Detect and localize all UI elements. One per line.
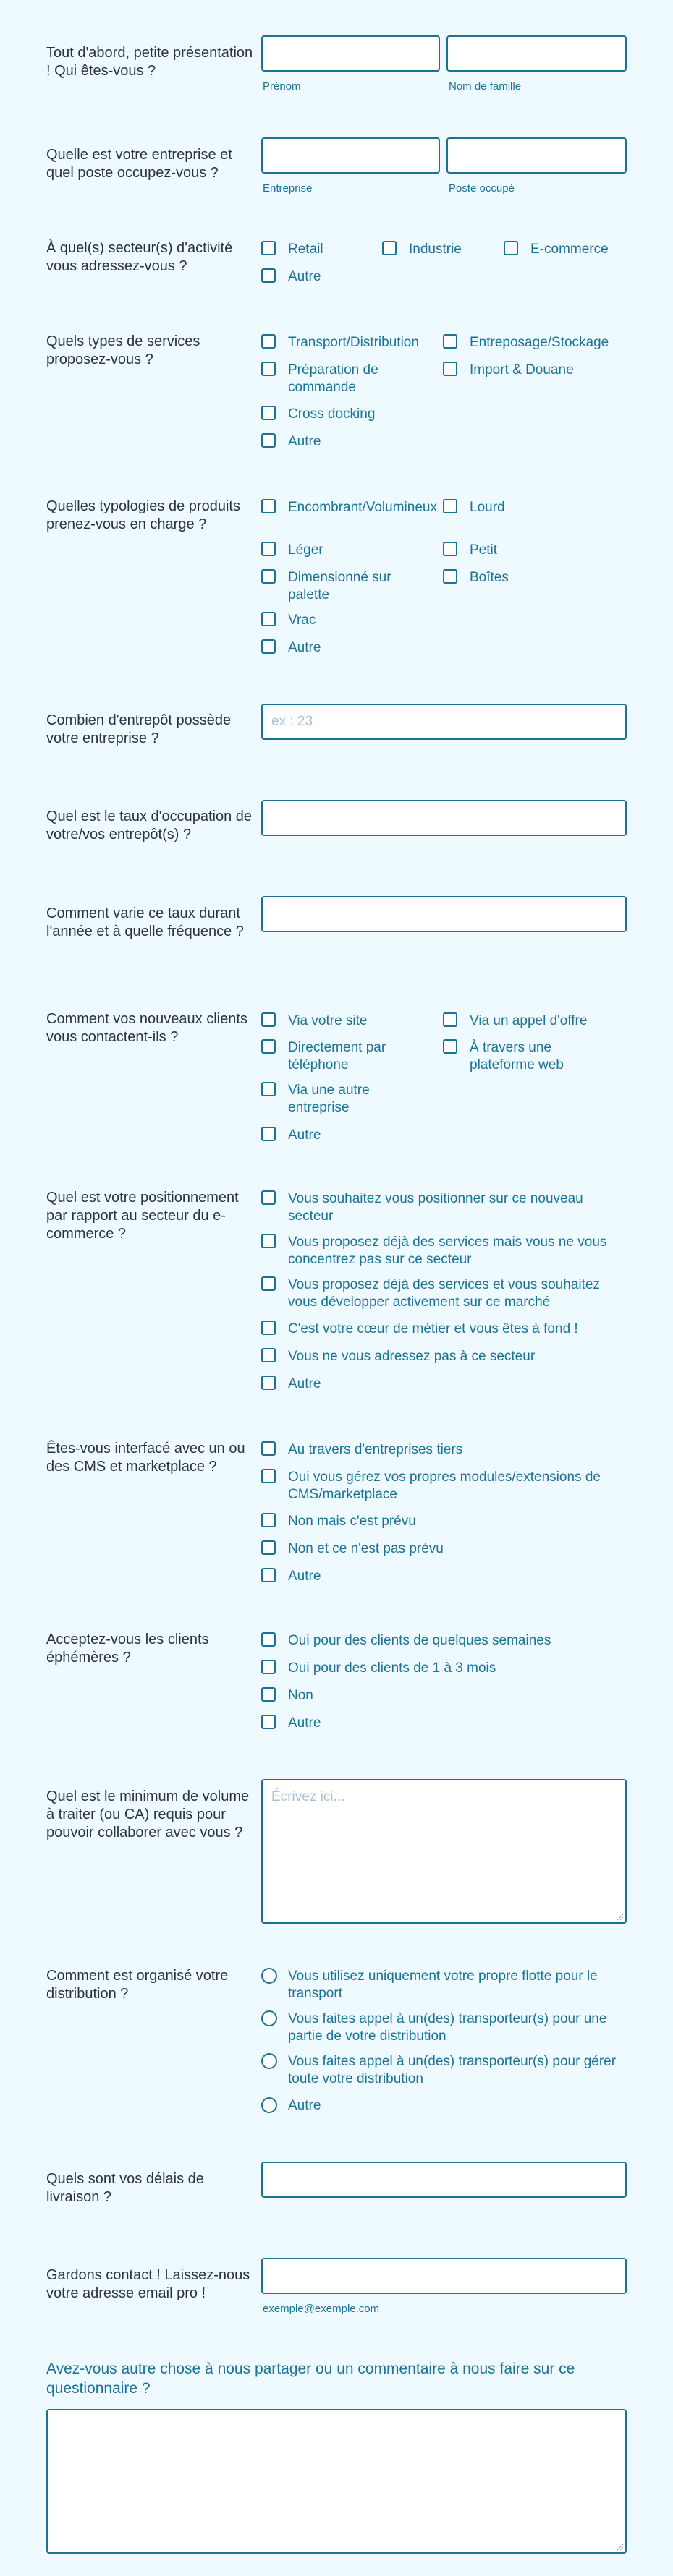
occupancy-rate-input[interactable]: [261, 800, 627, 836]
question-email: Gardons contact ! Laissez-nous votre adresse email pro !: [46, 2267, 250, 2301]
rate-variation-input[interactable]: [261, 896, 627, 932]
checkbox-icon[interactable]: [261, 1469, 276, 1483]
option-label: Transport/Distribution: [288, 335, 419, 350]
resize-grip-icon[interactable]: [615, 1912, 624, 1921]
option-label: Import & Douane: [470, 362, 574, 378]
option-label: Via un appel d'offre: [470, 1013, 588, 1028]
option-label: Non: [288, 1688, 313, 1703]
option-label: Au travers d'entreprises tiers: [288, 1442, 463, 1457]
option-label: E-commerce: [530, 242, 609, 257]
checkbox-icon[interactable]: [261, 1715, 276, 1729]
checkbox-icon[interactable]: [261, 1276, 276, 1291]
radio-icon[interactable]: [261, 2010, 277, 2026]
first-name-input[interactable]: [261, 35, 440, 72]
radio-icon[interactable]: [261, 2097, 277, 2113]
option-label: C'est votre cœur de métier et vous êtes à fond !: [288, 1321, 578, 1336]
option-label: Vous proposez déjà des services mais vous ne vous concentrez pas sur ce secteur: [288, 1234, 607, 1267]
question-minimum-volume: Quel est le minimum de volume à traiter (ou CA) requis pour pouvoir collaborer avec vous ?: [46, 1788, 250, 1841]
question-warehouse-count: Combien d'entrepôt possède votre entreprise ?: [46, 712, 232, 746]
final-comment-textarea[interactable]: [46, 2409, 627, 2554]
radio-icon[interactable]: [261, 1968, 277, 1984]
question-final-comment: Avez-vous autre chose à nous partager ou un commentaire à nous faire sur ce questionnaire ?: [46, 2360, 575, 2397]
checkbox-icon[interactable]: [261, 1513, 276, 1527]
option-label: Vrac: [288, 613, 316, 628]
option-label: Léger: [288, 542, 323, 558]
option-label: Autre: [288, 1376, 321, 1391]
question-product-types: Quelles typologies de produits prenez-vous en charge ?: [46, 498, 240, 532]
delivery-times-input[interactable]: [261, 2162, 627, 2198]
question-ecommerce-positioning: Quel est votre positionnement par rapport au secteur du e-commerce ?: [46, 1190, 239, 1242]
company-input[interactable]: [261, 137, 440, 174]
question-company-position: Quelle est votre entreprise et quel poste occupez-vous ?: [46, 147, 232, 181]
option-label: Autre: [288, 640, 321, 655]
checkbox-icon[interactable]: [261, 1082, 276, 1096]
checkbox-icon[interactable]: [382, 241, 397, 255]
option-label: Vous souhaitez vous positionner sur ce nouveau secteur: [288, 1191, 583, 1224]
radio-icon[interactable]: [261, 2053, 277, 2069]
option-label: Autre: [288, 1569, 321, 1584]
checkbox-icon[interactable]: [443, 499, 457, 513]
checkbox-icon[interactable]: [261, 1127, 276, 1141]
option-label: Vous utilisez uniquement votre propre flotte pour le transport: [288, 1969, 598, 2001]
checkbox-icon[interactable]: [261, 1568, 276, 1582]
checkbox-icon[interactable]: [261, 569, 276, 584]
checkbox-icon[interactable]: [261, 1687, 276, 1702]
company-caption: Entreprise: [263, 182, 313, 195]
checkbox-icon[interactable]: [261, 1039, 276, 1054]
checkbox-icon[interactable]: [443, 1012, 457, 1027]
option-label: Retail: [288, 242, 323, 257]
warehouse-count-input[interactable]: [261, 704, 627, 740]
question-delivery-times: Quels sont vos délais de livraison ?: [46, 2171, 204, 2205]
checkbox-icon[interactable]: [443, 334, 457, 349]
checkbox-icon[interactable]: [261, 362, 276, 376]
last-name-caption: Nom de famille: [449, 80, 522, 93]
option-label: Oui vous gérez vos propres modules/extensions de CMS/marketplace: [288, 1470, 601, 1502]
question-services: Quels types de services proposez-vous ?: [46, 333, 200, 367]
checkbox-icon[interactable]: [443, 542, 457, 556]
option-label: Encombrant/Volumineux: [288, 500, 437, 515]
option-label: Autre: [288, 1127, 321, 1143]
checkbox-icon[interactable]: [261, 1012, 276, 1027]
checkbox-icon[interactable]: [261, 1376, 276, 1390]
option-label: Vous ne vous adressez pas à ce secteur: [288, 1349, 536, 1364]
option-label: Directement par téléphone: [288, 1040, 386, 1072]
checkbox-icon[interactable]: [261, 1660, 276, 1674]
checkbox-icon[interactable]: [261, 334, 276, 349]
checkbox-icon[interactable]: [261, 1321, 276, 1335]
resize-grip-icon[interactable]: [615, 2542, 624, 2551]
option-label: Industrie: [409, 242, 462, 257]
option-label: Dimensionné sur palette: [288, 570, 391, 602]
last-name-input[interactable]: [446, 35, 627, 72]
option-label: Lourd: [470, 500, 505, 515]
question-distribution: Comment est organisé votre distribution ?: [46, 1968, 229, 2002]
option-label: Petit: [470, 542, 498, 558]
option-label: Oui pour des clients de 1 à 3 mois: [288, 1660, 496, 1676]
question-identity: Tout d'abord, petite présentation ! Qui êtes-vous ?: [46, 45, 253, 79]
question-ephemeral-clients: Acceptez-vous les clients éphémères ?: [46, 1632, 209, 1666]
option-label: Autre: [288, 1715, 321, 1731]
checkbox-icon[interactable]: [443, 569, 457, 584]
option-label: Autre: [288, 434, 321, 449]
checkbox-icon[interactable]: [261, 1441, 276, 1456]
minimum-volume-textarea[interactable]: [261, 1779, 627, 1924]
checkbox-icon[interactable]: [261, 612, 276, 626]
checkbox-icon[interactable]: [261, 1348, 276, 1362]
position-input[interactable]: [446, 137, 627, 174]
checkbox-icon[interactable]: [261, 433, 276, 448]
position-caption: Poste occupé: [449, 182, 515, 195]
option-label: Autre: [288, 2098, 321, 2113]
checkbox-icon[interactable]: [261, 499, 276, 513]
option-label: Cross docking: [288, 406, 376, 422]
checkbox-icon[interactable]: [261, 1190, 276, 1205]
option-label: Vous faites appel à un(des) transporteur(s) pour une partie de votre distribution: [288, 2011, 607, 2044]
checkbox-icon[interactable]: [261, 542, 276, 556]
email-input[interactable]: [261, 2258, 627, 2294]
question-rate-variation: Comment varie ce taux durant l'année et à quelle fréquence ?: [46, 905, 244, 939]
question-sectors: À quel(s) secteur(s) d'activité vous adressez-vous ?: [46, 240, 233, 274]
option-label: Via votre site: [288, 1013, 368, 1028]
checkbox-icon[interactable]: [443, 362, 457, 376]
email-caption: exemple@exemple.com: [263, 2303, 380, 2315]
checkbox-icon[interactable]: [504, 241, 518, 255]
option-label: Non et ce n'est pas prévu: [288, 1541, 444, 1556]
checkbox-icon[interactable]: [261, 1632, 276, 1647]
checkbox-icon[interactable]: [261, 1540, 276, 1555]
option-label: Via une autre entreprise: [288, 1083, 370, 1115]
checkbox-icon[interactable]: [443, 1039, 457, 1054]
option-label: Boîtes: [470, 570, 509, 585]
checkbox-icon[interactable]: [261, 268, 276, 283]
question-cms-marketplace: Êtes-vous interfacé avec un ou des CMS et marketplace ?: [46, 1441, 245, 1475]
first-name-caption: Prénom: [263, 80, 301, 93]
option-label: Oui pour des clients de quelques semaines: [288, 1633, 551, 1648]
option-label: À travers une plateforme web: [470, 1040, 564, 1072]
option-label: Préparation de commande: [288, 362, 378, 395]
question-occupancy-rate: Quel est le taux d'occupation de votre/vos entrepôt(s) ?: [46, 809, 253, 843]
checkbox-icon[interactable]: [261, 241, 276, 255]
checkbox-icon[interactable]: [261, 406, 276, 420]
option-label: Vous faites appel à un(des) transporteur(s) pour gérer toute votre distribution: [288, 2054, 617, 2086]
checkbox-icon[interactable]: [261, 639, 276, 654]
option-label: Autre: [288, 269, 321, 284]
option-label: Non mais c'est prévu: [288, 1514, 416, 1529]
option-label: Vous proposez déjà des services et vous souhaitez vous développer activement sur ce marché: [288, 1277, 600, 1310]
checkbox-icon[interactable]: [261, 1234, 276, 1248]
option-label: Entreposage/Stockage: [470, 335, 609, 350]
question-client-contact: Comment vos nouveaux clients vous contactent-ils ?: [46, 1011, 247, 1045]
